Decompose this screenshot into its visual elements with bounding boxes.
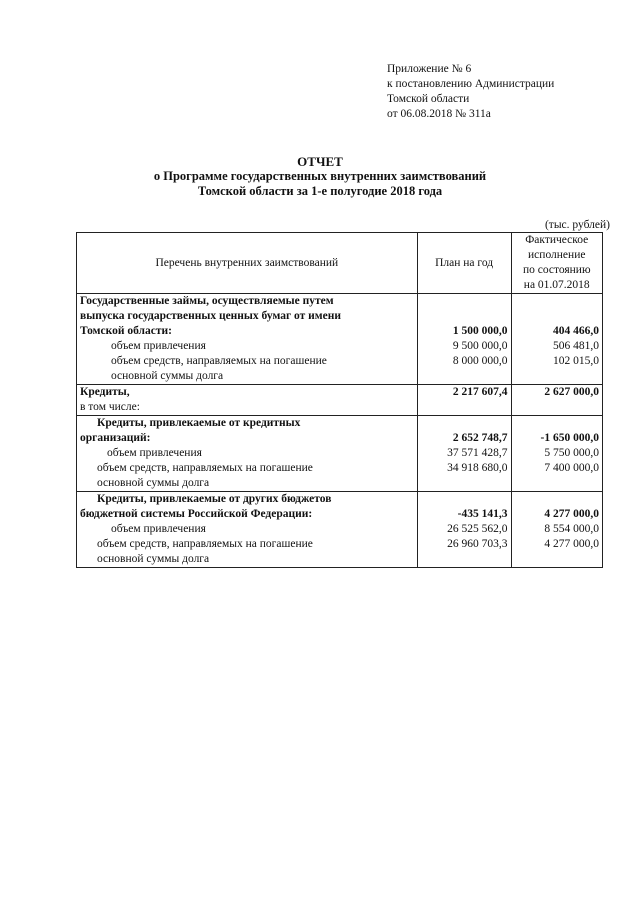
section-title: Кредиты, привлекаемые от других бюджетов — [77, 492, 418, 508]
row-label: объем привлечения — [77, 339, 418, 354]
units-label: (тыс. рублей) — [544, 219, 610, 231]
section-title: Кредиты, привлекаемые от кредитных — [77, 416, 418, 432]
table-row — [77, 294, 603, 310]
row-label: объем средств, направляемых на погашение — [77, 461, 418, 476]
row-label: в том числе: — [77, 400, 418, 416]
table-row — [77, 507, 603, 522]
section-title: бюджетной системы Российской Федерации: — [77, 507, 418, 522]
table-row — [77, 385, 603, 401]
table-row — [77, 416, 603, 432]
plan-value: 2 652 748,7 — [417, 431, 511, 446]
table-row — [77, 446, 603, 461]
fact-value: -1 650 000,0 — [511, 431, 603, 446]
table-row — [77, 324, 603, 339]
section-title: Томской области: — [77, 324, 418, 339]
plan-value: -435 141,3 — [417, 507, 511, 522]
fact-value: 4 277 000,0 — [511, 537, 603, 552]
row-label: основной суммы долга — [77, 552, 418, 568]
plan-value: 9 500 000,0 — [417, 339, 511, 354]
annex-line: от 06.08.2018 № 311а — [387, 108, 491, 120]
plan-value: 1 500 000,0 — [417, 324, 511, 339]
annex-block — [387, 62, 554, 122]
fact-value: 102 015,0 — [511, 354, 603, 369]
plan-value: 26 525 562,0 — [417, 522, 511, 537]
table-row — [77, 431, 603, 446]
table-row — [77, 339, 603, 354]
plan-value: 2 217 607,4 — [417, 385, 511, 401]
title-line: о Программе государственных внутренних заимствований — [153, 169, 487, 183]
row-label: объем привлечения — [77, 446, 418, 461]
fact-value: 4 277 000,0 — [511, 507, 603, 522]
table-row — [77, 537, 603, 552]
table-row — [77, 522, 603, 537]
annex-line: Приложение № 6 — [387, 63, 472, 75]
header-row — [77, 233, 603, 294]
header-fact-line: на 01.07.2018 — [523, 279, 590, 291]
plan-value: 26 960 703,3 — [417, 537, 511, 552]
table-row — [77, 492, 603, 508]
row-label: объем средств, направляемых на погашение — [77, 537, 418, 552]
table-row — [77, 369, 603, 385]
row-label: объем средств, направляемых на погашение — [77, 354, 418, 369]
section-title: Кредиты, — [77, 385, 418, 401]
header-fact-line: Фактическое — [525, 234, 589, 246]
document-title — [0, 154, 640, 199]
header-fact — [511, 233, 603, 294]
header-fact-line: по состоянию — [522, 264, 591, 276]
section-title: выпуска государственных ценных бумаг от имени — [77, 309, 418, 324]
header-plan: План на год — [417, 233, 511, 294]
table-row — [77, 354, 603, 369]
annex-line: к постановлению Администрации — [387, 78, 555, 90]
fact-value: 506 481,0 — [511, 339, 603, 354]
section-title: Государственные займы, осуществляемые путем — [77, 294, 418, 310]
table-row — [77, 552, 603, 568]
row-label: объем привлечения — [77, 522, 418, 537]
fact-value: 7 400 000,0 — [511, 461, 603, 476]
plan-value: 37 571 428,7 — [417, 446, 511, 461]
fact-value: 404 466,0 — [511, 324, 603, 339]
row-label: основной суммы долга — [77, 369, 418, 385]
table-row — [77, 400, 603, 416]
plan-value: 8 000 000,0 — [417, 354, 511, 369]
title-line: Томской области за 1-е полугодие 2018 года — [197, 184, 443, 198]
header-fact-line: исполнение — [528, 249, 586, 261]
fact-value: 2 627 000,0 — [511, 385, 603, 401]
table-row — [77, 461, 603, 476]
borrowing-table — [76, 232, 603, 568]
annex-line: Томской области — [387, 93, 470, 105]
title-line: ОТЧЕТ — [297, 154, 343, 169]
header-list: Перечень внутренних заимствований — [77, 233, 418, 294]
table-row — [77, 309, 603, 324]
fact-value: 8 554 000,0 — [511, 522, 603, 537]
fact-value: 5 750 000,0 — [511, 446, 603, 461]
section-title: организаций: — [77, 431, 418, 446]
row-label: основной суммы долга — [77, 476, 418, 492]
plan-value: 34 918 680,0 — [417, 461, 511, 476]
table-row — [77, 476, 603, 492]
